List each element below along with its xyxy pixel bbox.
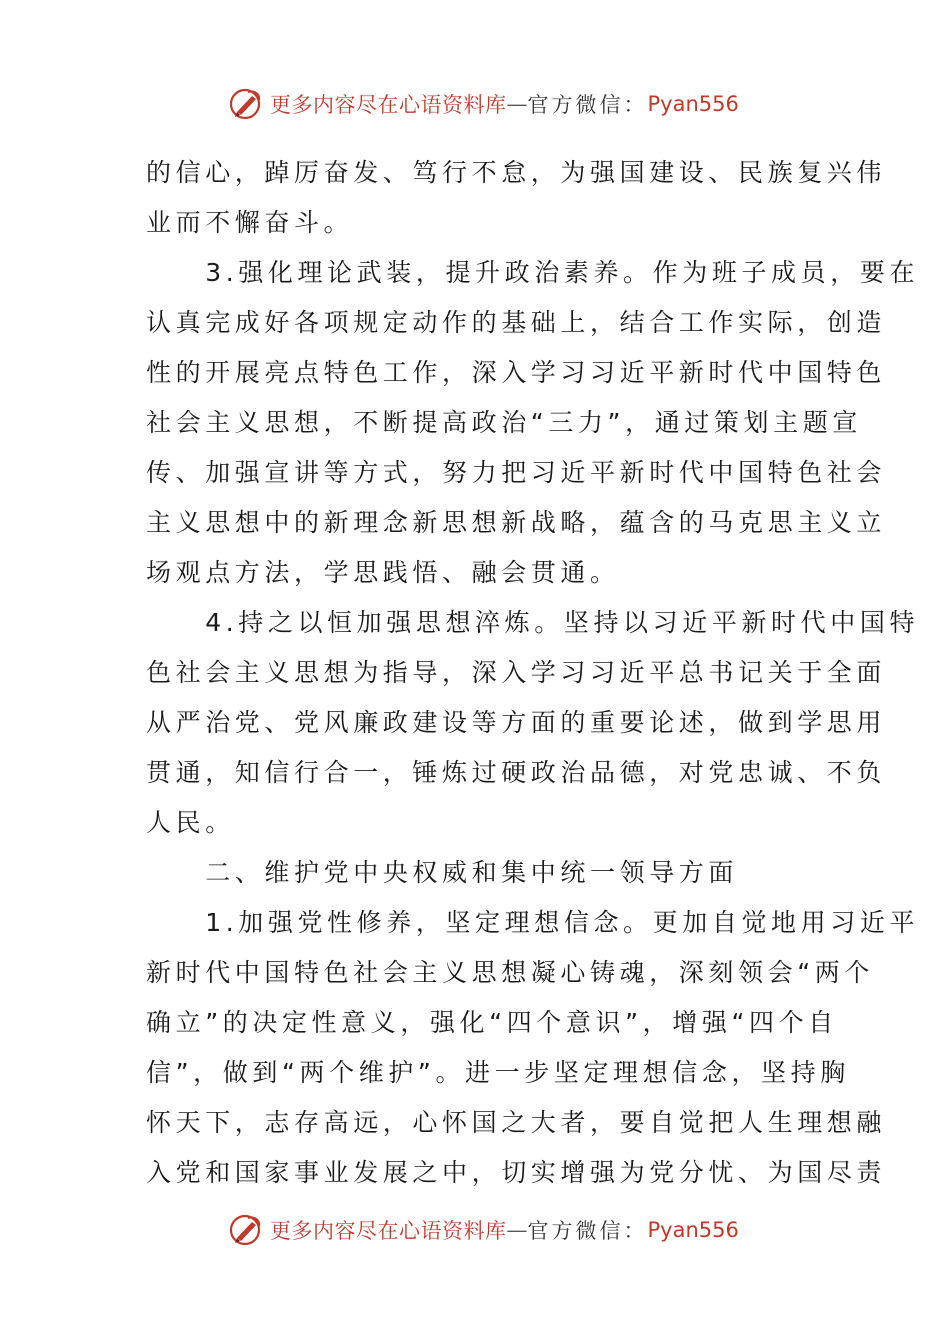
text-line: 确立”的决定性意义，强化“四个意识”，增强“四个自 bbox=[146, 1008, 838, 1037]
watermark-site-text: 更多内容尽在心语资料库 bbox=[270, 1219, 507, 1243]
text-line: 怀天下，志存高远，心怀国之大者，要自觉把人生理想融 bbox=[146, 1108, 887, 1137]
watermark-site-text: 更多内容尽在心语资料库 bbox=[270, 93, 507, 117]
watermark-group bbox=[228, 1210, 739, 1250]
text-line: 3.强化理论武装，提升政治素养。作为班子成员，要在 bbox=[146, 258, 920, 287]
text-line: 人民。 bbox=[146, 808, 235, 837]
watermark-wechat-label: 官方微信： bbox=[527, 1219, 648, 1243]
watermark-wechat-id: Pyan556 bbox=[647, 92, 739, 116]
text-line: 1.加强党性修养，坚定理想信念。更加自觉地用习近平 bbox=[146, 908, 920, 937]
text-line: 信”，做到“两个维护”。进一步坚定理想信念，坚持胸 bbox=[146, 1058, 850, 1087]
section-heading: 二、维护党中央权威和集中统一领导方面 bbox=[146, 858, 739, 887]
text-line: 从严治党、党风廉政建设等方面的重要论述，做到学思用 bbox=[146, 708, 887, 737]
watermark-wechat-id: Pyan556 bbox=[647, 1218, 739, 1242]
document-body bbox=[146, 148, 920, 1198]
text-line: 传、加强宣讲等方式，努力把习近平新时代中国特色社会 bbox=[146, 458, 887, 487]
text-line: 场观点方法，学思践悟、融会贯通。 bbox=[146, 558, 620, 587]
header-watermark bbox=[0, 84, 950, 124]
text-line: 主义思想中的新理念新思想新战略，蕴含的马克思主义立 bbox=[146, 508, 887, 537]
watermark-wechat-label: 官方微信： bbox=[527, 93, 648, 117]
text-line: 的信心，踔厉奋发、笃行不怠，为强国建设、民族复兴伟 bbox=[146, 158, 887, 187]
pen-logo-icon bbox=[228, 1212, 264, 1248]
footer-watermark bbox=[0, 1210, 950, 1250]
text-line: 性的开展亮点特色工作，深入学习习近平新时代中国特色 bbox=[146, 358, 887, 387]
watermark-separator: — bbox=[506, 1218, 528, 1242]
text-line: 社会主义思想，不断提高政治“三力”，通过策划主题宣 bbox=[146, 408, 862, 437]
text-line: 业而不懈奋斗。 bbox=[146, 208, 354, 237]
text-line: 认真完成好各项规定动作的基础上，结合工作实际，创造 bbox=[146, 308, 887, 337]
text-line: 贯通，知信行合一，锤炼过硬政治品德，对党忠诚、不负 bbox=[146, 758, 887, 787]
watermark-group bbox=[228, 84, 739, 124]
text-line: 4.持之以恒加强思想淬炼。坚持以习近平新时代中国特 bbox=[146, 608, 920, 637]
watermark-separator: — bbox=[506, 92, 528, 116]
text-line: 色社会主义思想为指导，深入学习习近平总书记关于全面 bbox=[146, 658, 887, 687]
text-line: 入党和国家事业发展之中，切实增强为党分忧、为国尽责 bbox=[146, 1158, 887, 1187]
text-line: 新时代中国特色社会主义思想凝心铸魂，深刻领会“两个 bbox=[146, 958, 874, 987]
pen-logo-icon bbox=[228, 86, 264, 122]
